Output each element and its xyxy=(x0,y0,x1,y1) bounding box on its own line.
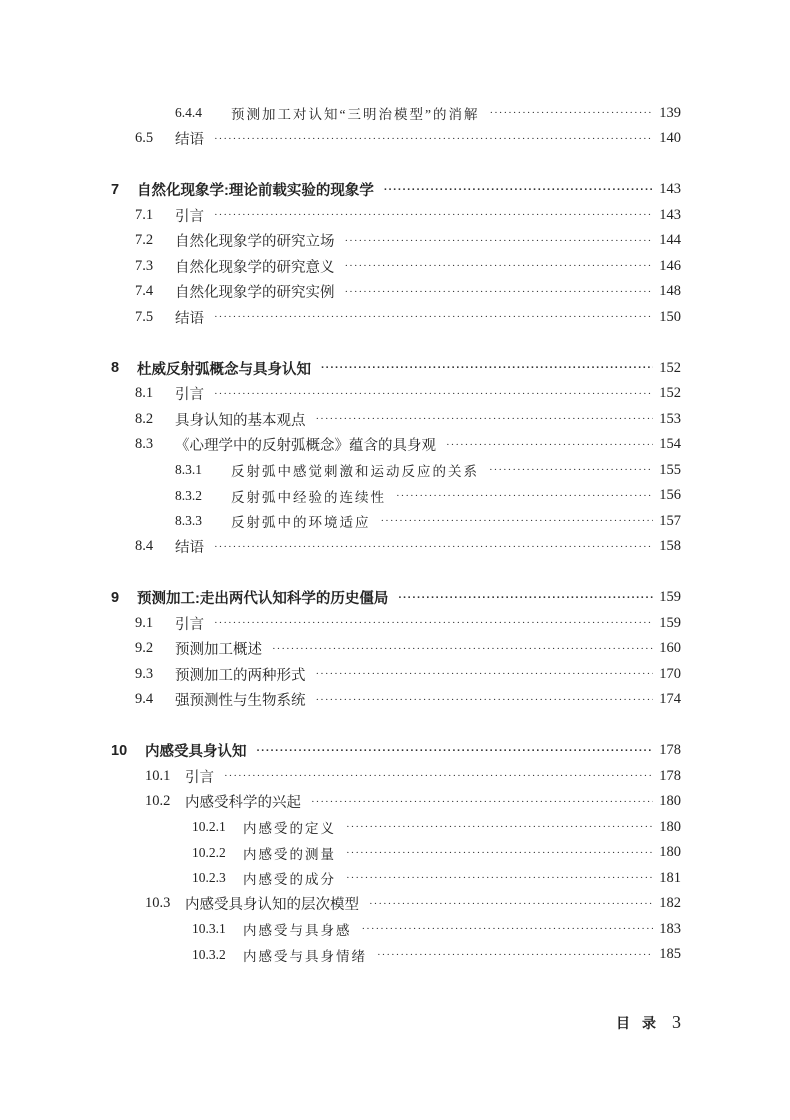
entry-title: 杜威反射弧概念与具身认知 xyxy=(137,361,311,378)
dot-leader xyxy=(362,923,654,935)
dot-leader xyxy=(384,184,653,196)
entry-number: 8.4 xyxy=(135,538,154,554)
entry-number: 9.3 xyxy=(135,665,154,682)
entry-number: 7.5 xyxy=(135,308,154,325)
toc-section-entry[interactable] xyxy=(175,102,681,124)
entry-title: 结语 xyxy=(175,132,204,148)
entry-number: 10.1 xyxy=(145,767,171,784)
entry-page-number: 154 xyxy=(659,436,681,452)
toc-section-entry[interactable] xyxy=(192,918,681,940)
toc-chapter-entry[interactable] xyxy=(111,740,681,762)
dot-leader xyxy=(381,515,654,527)
entry-title: 反射弧中经验的连续性 xyxy=(231,489,386,505)
toc-section-entry[interactable] xyxy=(135,663,681,685)
toc-section-entry[interactable] xyxy=(135,408,681,430)
entry-number: 10.3.1 xyxy=(192,921,226,936)
entry-page-number: 185 xyxy=(659,946,681,962)
entry-page-number: 148 xyxy=(659,283,681,299)
toc-section-entry[interactable] xyxy=(135,638,681,660)
entry-page-number: 146 xyxy=(659,257,681,274)
entry-page-number: 180 xyxy=(659,793,681,809)
running-head: 目录 xyxy=(616,1017,668,1032)
dot-leader xyxy=(345,286,654,298)
toc-section-entry[interactable] xyxy=(135,689,681,711)
dot-leader xyxy=(214,388,653,400)
entry-page-number: 159 xyxy=(659,589,681,605)
entry-title: 预测加工概述 xyxy=(175,642,262,658)
toc-section-entry[interactable] xyxy=(145,791,681,813)
dot-leader xyxy=(316,694,654,706)
toc-section-entry[interactable] xyxy=(145,765,681,787)
entry-page-number: 144 xyxy=(659,232,681,248)
toc-section-entry[interactable] xyxy=(175,510,681,532)
entry-number: 7.3 xyxy=(135,257,154,274)
dot-leader xyxy=(446,439,653,451)
dot-leader xyxy=(396,490,653,502)
entry-number: 10.2.3 xyxy=(192,870,226,885)
toc-section-entry[interactable] xyxy=(135,434,681,456)
dot-leader xyxy=(224,770,653,782)
entry-title: 预测加工的两种形式 xyxy=(175,667,306,684)
entry-number: 8 xyxy=(111,360,120,376)
entry-page-number: 180 xyxy=(659,844,681,860)
entry-number: 10.2 xyxy=(145,793,171,809)
entry-title: 引言 xyxy=(175,208,204,225)
entry-number: 9.1 xyxy=(135,614,154,631)
entry-title: 内感受与具身感 xyxy=(243,923,352,938)
entry-number: 8.1 xyxy=(135,385,154,401)
dot-leader xyxy=(214,209,653,221)
entry-title: 强预测性与生物系统 xyxy=(175,693,306,709)
entry-number: 7.2 xyxy=(135,232,154,248)
entry-title: 自然化现象学的研究立场 xyxy=(175,234,335,250)
entry-number: 9.2 xyxy=(135,640,154,656)
entry-title: 自然化现象学的研究实例 xyxy=(175,285,335,301)
dot-leader xyxy=(257,745,654,757)
toc-section-entry[interactable] xyxy=(135,612,681,634)
entry-number: 7.1 xyxy=(135,206,154,223)
entry-number: 8.2 xyxy=(135,410,154,427)
toc-section-entry[interactable] xyxy=(192,867,681,889)
toc-section-entry[interactable] xyxy=(135,204,681,226)
entry-page-number: 140 xyxy=(659,130,681,146)
entry-title: 内感受具身认知的层次模型 xyxy=(185,897,359,913)
toc-section-entry[interactable] xyxy=(175,485,681,507)
entry-page-number: 183 xyxy=(659,920,681,937)
entry-title: 预测加工:走出两代认知科学的历史僵局 xyxy=(137,591,389,607)
entry-number: 8.3.1 xyxy=(175,462,202,477)
entry-number: 7 xyxy=(111,181,120,198)
entry-title: 预测加工对认知“三明治模型”的消解 xyxy=(231,107,480,122)
dot-leader xyxy=(489,107,653,119)
entry-title: 内感受具身认知 xyxy=(145,744,247,760)
dot-leader xyxy=(214,133,653,145)
toc-section-entry[interactable] xyxy=(135,306,681,328)
entry-page-number: 158 xyxy=(659,538,681,554)
dot-leader xyxy=(346,821,653,833)
entry-page-number: 170 xyxy=(659,665,681,682)
toc-section-entry[interactable] xyxy=(175,459,681,481)
entry-number: 10.2.2 xyxy=(192,844,226,860)
dot-leader xyxy=(345,260,654,272)
dot-leader xyxy=(316,668,654,680)
entry-page-number: 174 xyxy=(659,691,681,707)
entry-title: 《心理学中的反射弧概念》蕴含的具身观 xyxy=(175,438,436,454)
toc-section-entry[interactable] xyxy=(192,816,681,838)
toc-section-entry[interactable] xyxy=(135,281,681,303)
entry-title: 内感受科学的兴起 xyxy=(185,795,301,811)
entry-number: 9.4 xyxy=(135,691,154,707)
entry-page-number: 150 xyxy=(659,308,681,325)
entry-title: 内感受的测量 xyxy=(243,846,336,862)
entry-title: 反射弧中的环境适应 xyxy=(231,515,371,530)
entry-number: 8.3.2 xyxy=(175,487,202,503)
entry-page-number: 159 xyxy=(659,614,681,631)
entry-page-number: 152 xyxy=(659,359,681,376)
dot-leader xyxy=(398,592,653,604)
entry-number: 10 xyxy=(111,742,128,759)
dot-leader xyxy=(369,898,653,910)
entry-page-number: 152 xyxy=(659,385,681,401)
entry-page-number: 155 xyxy=(659,461,681,478)
toc-chapter-entry[interactable] xyxy=(111,179,681,201)
dot-leader xyxy=(345,235,654,247)
entry-page-number: 157 xyxy=(659,512,681,529)
page-footer xyxy=(616,1012,681,1033)
entry-title: 引言 xyxy=(175,387,204,403)
dot-leader xyxy=(272,643,653,655)
dot-leader xyxy=(214,541,653,553)
entry-title: 引言 xyxy=(175,616,204,633)
dot-leader xyxy=(311,796,653,808)
entry-number: 10.3 xyxy=(145,895,171,911)
entry-page-number: 181 xyxy=(659,869,681,886)
entry-page-number: 139 xyxy=(659,104,681,121)
entry-number: 10.2.1 xyxy=(192,819,226,834)
dot-leader xyxy=(346,847,653,859)
entry-title: 结语 xyxy=(175,540,204,556)
entry-page-number: 182 xyxy=(659,895,681,911)
entry-page-number: 178 xyxy=(659,742,681,758)
dot-leader xyxy=(346,872,653,884)
entry-page-number: 153 xyxy=(659,410,681,427)
toc-section-entry[interactable] xyxy=(135,128,681,150)
entry-page-number: 143 xyxy=(659,206,681,223)
entry-page-number: 156 xyxy=(659,487,681,503)
dot-leader xyxy=(214,311,653,323)
entry-page-number: 143 xyxy=(659,181,681,197)
toc-section-entry[interactable] xyxy=(192,944,681,966)
entry-page-number: 178 xyxy=(659,767,681,784)
entry-title: 引言 xyxy=(185,769,214,786)
entry-title: 结语 xyxy=(175,310,204,327)
entry-number: 8.3.3 xyxy=(175,513,202,528)
dot-leader xyxy=(316,413,654,425)
entry-number: 9 xyxy=(111,589,120,606)
entry-title: 内感受的定义 xyxy=(243,821,336,836)
toc-section-entry[interactable] xyxy=(135,255,681,277)
toc-section-entry[interactable] xyxy=(135,383,681,405)
entry-number: 6.5 xyxy=(135,130,154,146)
page-number: 3 xyxy=(672,1012,681,1032)
entry-number: 6.4.4 xyxy=(175,105,202,120)
toc-chapter-entry[interactable] xyxy=(111,587,681,609)
entry-page-number: 180 xyxy=(659,818,681,835)
toc-section-entry[interactable] xyxy=(145,893,681,915)
entry-title: 自然化现象学的研究意义 xyxy=(175,259,335,276)
toc-section-entry[interactable] xyxy=(135,230,681,252)
entry-number: 10.3.2 xyxy=(192,946,226,962)
dot-leader xyxy=(489,464,653,476)
dot-leader xyxy=(377,949,653,961)
entry-page-number: 160 xyxy=(659,640,681,656)
entry-title: 具身认知的基本观点 xyxy=(175,412,306,429)
entry-number: 7.4 xyxy=(135,283,154,299)
entry-title: 内感受与具身情绪 xyxy=(243,948,367,964)
toc-section-entry[interactable] xyxy=(135,536,681,558)
toc-section-entry[interactable] xyxy=(192,842,681,864)
entry-title: 内感受的成分 xyxy=(243,872,336,887)
toc-chapter-entry[interactable] xyxy=(111,357,681,379)
entry-title: 自然化现象学:理论前载实验的现象学 xyxy=(137,183,374,199)
entry-title: 反射弧中感觉刺激和运动反应的关系 xyxy=(231,464,479,479)
dot-leader xyxy=(321,362,653,374)
dot-leader xyxy=(214,617,653,629)
entry-number: 8.3 xyxy=(135,436,154,452)
